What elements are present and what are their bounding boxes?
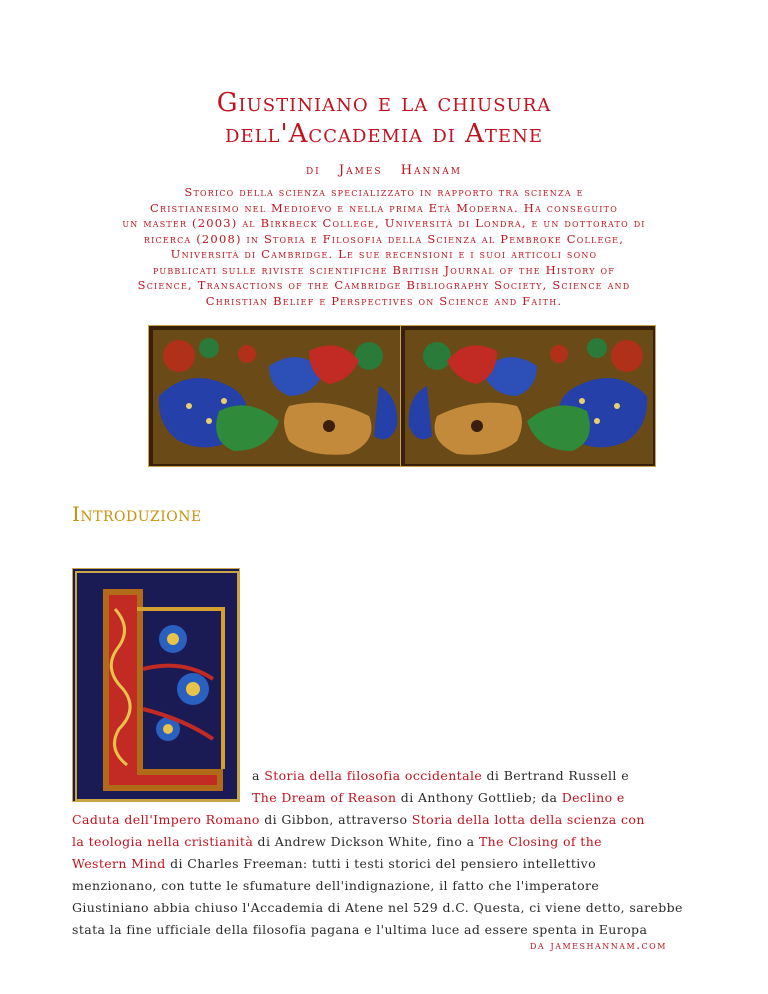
- paragraph-line-6: [72, 878, 599, 894]
- text-run: menzionano, con tutte le sfumature dell'indignazione, il fatto che l'imperatore: [72, 878, 600, 893]
- byline: [0, 163, 768, 178]
- author-last-name: Hannam: [400, 163, 463, 178]
- paragraph-line-8: [72, 922, 647, 938]
- author-bio: [60, 185, 708, 309]
- bio-line: Storico della scienza specializzato in rapporto tra scienza e: [184, 185, 584, 199]
- text-run: di Bertrand Russell e: [482, 768, 629, 783]
- text-run: stata la fine ufficiale della filosofia pagana e l'ultima luce ad essere spenta in Europa: [72, 922, 648, 937]
- book-title: Western Mind: [72, 856, 166, 871]
- bio-line: Christian Belief e Perspectives on Science and Faith.: [205, 293, 563, 308]
- book-title: Storia della lotta della scienza con: [411, 812, 645, 827]
- title-line-1: Giustiniano e la chiusura: [216, 88, 552, 118]
- book-title: Caduta dell'Impero Romano: [72, 812, 260, 827]
- bio-line: un master (2003) al Birkbeck College, Università di Londra, e un dottorato di: [122, 216, 646, 230]
- book-title: The Closing of the: [478, 834, 602, 849]
- byline-prefix: di: [305, 163, 321, 178]
- bio-line: Cristianesimo nel Medioevo e nella prima Età Moderna. Ha conseguito: [150, 200, 618, 215]
- paragraph-line-4: [72, 834, 602, 850]
- bio-line: pubblicati sulle riviste scientifiche British Journal of the History of: [152, 262, 616, 277]
- book-title: Declino e: [561, 790, 625, 805]
- text-run: Giustiniano abbia chiuso l'Accademia di Atene nel 529 d.C. Questa, ci viene detto, sarebbe: [72, 900, 683, 915]
- bio-line: ricerca (2008) in Storia e Filosofia della Scienza al Pembroke College,: [143, 231, 625, 246]
- text-run: di Andrew Dickson White, fino a: [253, 834, 479, 849]
- illuminated-initial-l: [72, 568, 240, 802]
- text-run: di Anthony Gottlieb; da: [396, 790, 562, 805]
- text-run: di Charles Freeman: tutti i testi storici del pensiero intellettivo: [165, 856, 597, 871]
- book-title: la teologia nella cristianità: [72, 834, 254, 849]
- paragraph-line-1: [252, 768, 629, 784]
- text-run: di Gibbon, attraverso: [259, 812, 412, 827]
- author-first-name: James: [338, 163, 383, 178]
- footer-source: da jameshannam.com: [530, 938, 667, 952]
- title-line-2: dell'Accademia di Atene: [225, 119, 543, 149]
- text-run: a: [252, 768, 265, 783]
- paragraph-line-2: [252, 790, 625, 806]
- illuminated-banner-left: [148, 325, 404, 467]
- paragraph-line-5: [72, 856, 596, 872]
- paragraph-line-7: [72, 900, 683, 916]
- bio-line: Science, Transactions of the Cambridge Bibliography Society, Science and: [137, 278, 631, 292]
- book-title: Storia della filosofia occidentale: [264, 768, 483, 783]
- bio-line: Università di Cambridge. Le sue recensioni e i suoi articoli sono: [170, 247, 598, 261]
- section-heading: Introduzione: [72, 502, 202, 526]
- book-title: The Dream of Reason: [252, 790, 397, 805]
- illuminated-banner-right: [400, 325, 656, 467]
- paragraph-line-3: [72, 812, 645, 828]
